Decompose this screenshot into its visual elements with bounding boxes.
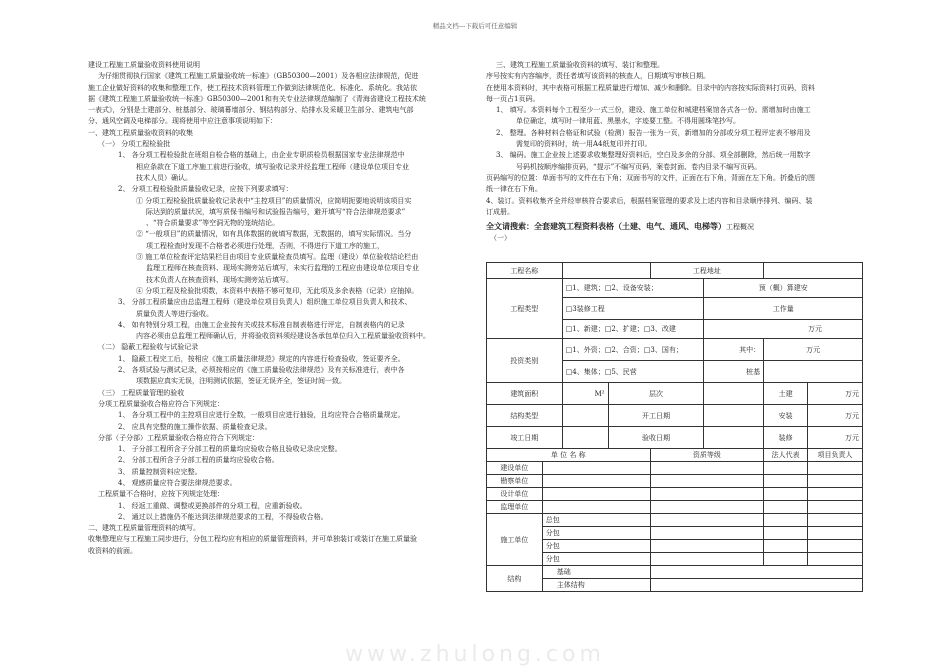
project-address-value xyxy=(764,263,863,279)
investment-opts-1: □1、外资；□2、合资；□3、国有； xyxy=(562,339,704,361)
investment-type-label: 投资类别 xyxy=(487,339,563,383)
among-label: 其中： xyxy=(704,339,764,361)
pile-label: 桩基 xyxy=(704,361,764,383)
unit-name-header: 单 位 名 称 xyxy=(487,449,651,462)
left-line: 3、 分部工程质量应由总监理工程师（建设单位项目负责人）组织施工单位项目负责人和技术、 xyxy=(118,298,412,307)
right-line: 三、建筑工程施工质量验收资料的填写、装订和整理。 xyxy=(496,61,664,69)
subcontract-label-1: 分包 xyxy=(542,527,650,540)
right-line: 号码机按顺序编排页码，“提示”不编写页码，案卷封面、卷内目录不编写页码。 xyxy=(516,162,762,171)
project-type-opts-1: □1、建筑；□2、设备安装； xyxy=(562,279,704,298)
project-name-label: 工程名称 xyxy=(487,263,563,279)
budget-label-2: 工作量 xyxy=(704,298,863,320)
right-line: 单位确定，填写时一律用蓝、黑墨水，字迹要工整。不得用圆珠笔抄写。 xyxy=(516,117,740,126)
left-line: 二、建筑工程质量管理资料的填写。 xyxy=(88,524,200,533)
left-line: 2、 通过以上措施仍不能达到法律规范要求的工程，不得验收合格。 xyxy=(118,512,328,521)
decor-label: 装修 xyxy=(764,427,808,449)
structure-type-value xyxy=(562,405,608,427)
install-unit: 万元 xyxy=(808,405,863,427)
left-line: 4、 观感质量应符合要法律规范要求。 xyxy=(118,478,237,487)
budget-label-1: 预（概）算建安 xyxy=(704,279,863,298)
left-line: 据《建筑工程施工质量验收统一标准》GB50300—2001和有关专业法律规范编制了《青海省建设工程技术统 xyxy=(88,94,426,103)
right-line: 订成册。 xyxy=(486,207,514,216)
project-type-opts-3: □1、新建；□2、扩建；□3、改建 xyxy=(562,320,704,339)
right-line: 3、 编码。施工企业按上述要求收集整理好资料后，空白及多余的分部、项全部删除，然后统一用数字 xyxy=(496,151,811,160)
left-line: 1、 经返工重做、调整或更换部件的分项工程，应重新验收。 xyxy=(118,501,307,510)
left-line: 技术负责人在核查资料、现场实测旁站后填写。 xyxy=(146,275,293,284)
right-line: 需复印的资料时，统一用A4纸复印并打印。 xyxy=(516,140,652,149)
left-line: 1、 各分项工程检验批在班组自检合格的基础上，由企业专职质检员根据国家专业法律规范中 xyxy=(118,151,405,160)
left-line: 2、 分部工程所含子分部工程的质量均应验收合格。 xyxy=(118,456,279,465)
left-line: 施工企业做好资料的收集和整理工作，使工程技术资料管理工作做到法律规范化、标准化、系统化。我站依 xyxy=(88,83,417,92)
project-overview-table xyxy=(486,262,863,592)
right-line: 页码编写的位置：单面书写的文件在右下角；双面书写的文件，正面在右下角，背面在左下角。折叠后的图 xyxy=(486,173,815,182)
left-line: 2、 各项试验与测试记录，必须按相应的《施工质量验收法律规范》及有关标准进行，表中各 xyxy=(118,366,405,375)
structure-type-label: 结构类型 xyxy=(487,405,563,427)
left-line: 收集整理应与工程施工同步进行，分包工程均应有相应的质量管理资料，并可单独装订或装订在施工质量验 xyxy=(88,535,417,544)
subcontract-label-2: 分包 xyxy=(542,540,650,553)
left-line: ① 分项工程检验批质量验收记录表中“主控项目”的质量情况，应简明扼要地说明该项目实 xyxy=(136,196,412,205)
finish-date-label: 竣工日期 xyxy=(487,427,563,449)
budget-unit: 万元 xyxy=(704,320,863,339)
project-name-value xyxy=(562,263,650,279)
project-address-label: 工程地址 xyxy=(650,263,764,279)
left-line: 1、 子分部工程所含子分部工程的质量均应验收合格且验收记录应完整。 xyxy=(118,445,342,454)
watermark: www.zhulong.com xyxy=(345,642,605,667)
pm-header: 项目负责人 xyxy=(808,449,863,462)
left-line: 监理工程师在核查资料、现场实测旁站后填写，未实行监理的工程应由建设单位项目专业 xyxy=(146,264,419,273)
left-line: 、“符合质量要求”等空洞无物的笼统结论。 xyxy=(146,219,280,228)
left-line: 分部（子分部）工程质量验收合格应符合下列规定： xyxy=(98,433,259,442)
left-line: 建设工程施工质量验收资料使用说明 xyxy=(88,61,200,69)
pile-value xyxy=(764,361,863,383)
left-line: 技术人员）确认。 xyxy=(136,173,192,182)
left-line: （二） 隐蔽工程验收与试验记录 xyxy=(98,343,199,352)
right-line: 纸一律在右下角。 xyxy=(486,185,542,194)
qualification-header: 资质等级 xyxy=(650,449,764,462)
floors-label: 层次 xyxy=(608,383,704,405)
left-line: 工程质量不合格时，应按下列规定处理： xyxy=(98,490,224,499)
surveyor-label: 勘察单位 xyxy=(487,475,543,488)
right-line: 4、装订。资料收集齐全并经审核符合要求后，根据档案管理的要求及上述内容和目录顺序排列、编码、装 xyxy=(486,196,813,205)
section-heading xyxy=(486,221,861,233)
left-line: 3、 质量控制资料应完整。 xyxy=(118,467,202,476)
left-line: 1、 隐蔽工程完工后，按相应《施工质量法律规范》规定的内容进行检查验收，签证要齐全。 xyxy=(118,354,405,363)
left-line: ② “一般项目”的质量情况，如有具体数据的就填写数据，无数据的，填写实际情况。当分 xyxy=(136,230,412,239)
left-line: 4、 如有特别分项工程，由施工企业按有关或技术标准自制表格进行评定，自制表格内的记录 xyxy=(118,320,405,329)
left-line: ③ 施工单位检查评定结果栏目由项目专业质量检查员填写。监理（建设）单位验收结论栏由 xyxy=(136,253,419,262)
subcontract-label-3: 分包 xyxy=(542,553,650,566)
left-line: 2、 分项工程检验批质量验收记录，应按下列要求填写： xyxy=(118,185,293,194)
table-caption: （一） xyxy=(490,234,511,243)
structure-label: 结构 xyxy=(487,566,543,592)
left-line: 项数据应真实无误，注明测试依据，签证无误齐全，签证时间一致。 xyxy=(136,377,346,386)
start-date-value xyxy=(704,405,764,427)
civil-unit: 万元 xyxy=(808,383,863,405)
heading-bold: 全文请搜索：全套建筑工程资料表格（土建、电气、通风、电梯等） xyxy=(486,222,726,232)
legal-rep-header: 法人代表 xyxy=(764,449,808,462)
right-line: 在使用本资料时，其中表格可根据工程质量进行增加、减少和删除。目录中的内容按实际资料打页码，资料 xyxy=(486,83,815,92)
left-line: 相应条款在下道工序施工前进行验收，填写验收记录并经监理工程师（建设单位项目专业 xyxy=(136,162,409,171)
general-contract-label: 总包 xyxy=(542,514,650,527)
civil-label: 土建 xyxy=(764,383,808,405)
floors-value xyxy=(704,383,764,405)
right-column xyxy=(486,60,861,245)
foundation-label: 基础 xyxy=(542,566,650,579)
area-unit: M² xyxy=(562,383,608,405)
left-line: ④ 分项工程及检验批项数，本资料中表格不够可复印，无此项及多余表格（记录）应抽掉。 xyxy=(136,286,419,295)
left-line: （一） 分项工程检验批 xyxy=(98,140,171,149)
start-date-label: 开工日期 xyxy=(608,405,704,427)
left-line: 1、 各分项工程中的主控项目应进行全数，一般项目应进行抽验，且均应符合合格质量规定。 xyxy=(118,411,405,420)
page-header: 精品文档---下载后可任意编辑 xyxy=(432,22,518,30)
finish-date-value xyxy=(562,427,608,449)
right-column-text xyxy=(486,60,861,218)
building-area-label: 建筑面积 xyxy=(487,383,563,405)
left-line: 内容必须由总监理工程师确认后，并将验收资料须经建设各承包单位归入工程质量验收资料中。 xyxy=(136,332,430,341)
right-line: 2、 整理。各种材料合格证和试验（检测）报告一张为一页，新增加的分部或分项工程评定表不够用及 xyxy=(496,128,811,137)
install-label: 安装 xyxy=(764,405,808,427)
investment-opts-2: □4、集体；□5、民营 xyxy=(562,361,704,383)
designer-label: 设计单位 xyxy=(487,488,543,501)
right-line: 序号按实有内容编序，责任者填写该资料的核查人，日期填写审核日期。 xyxy=(486,72,710,81)
accept-date-label: 验收日期 xyxy=(608,427,704,449)
left-line: 2、 应具有完整的施工操作依据、质量检查记录。 xyxy=(118,422,272,431)
among-unit: 万元 xyxy=(764,339,863,361)
supervisor-label: 监理单位 xyxy=(487,501,543,514)
project-type-opts-2: □3装修工程 xyxy=(562,298,704,320)
accept-date-value xyxy=(704,427,764,449)
left-line: 为仔细贯彻执行国家《建筑工程施工质量验收统一标准》（GB50300—2001）及各相应法律规范，促进 xyxy=(98,72,419,81)
left-line: 质量负责人等进行验收。 xyxy=(136,309,213,318)
left-column xyxy=(88,60,468,557)
left-line: （三） 工程质量管理的验收 xyxy=(98,388,185,397)
left-line: 收资料的前面。 xyxy=(88,546,137,555)
left-line: 际达到的质量状况，填写质保书编号和试验报告编号，避开填写“符合法律规范要求” xyxy=(146,207,406,216)
left-line: 一、建筑工程质量验收资料的收集 xyxy=(88,128,193,137)
left-line: 分、通风空调及电梯部分。现将使用中应注意事项说明如下： xyxy=(88,117,277,126)
heading-tail: 工程概况 xyxy=(726,223,754,232)
left-line: 项工程检查时发现不合格者必须进行处理，否则，不得进行下道工序的施工， xyxy=(146,241,384,250)
builder-label: 建设单位 xyxy=(487,462,543,475)
project-type-label: 工程类型 xyxy=(487,279,563,339)
left-line: 分项工程质量验收合格应符合下列规定： xyxy=(98,399,224,408)
contractor-label: 施工单位 xyxy=(487,514,543,566)
decor-unit: 万元 xyxy=(808,427,863,449)
right-line: 每一页占1页码。 xyxy=(486,94,540,103)
main-structure-label: 主体结构 xyxy=(542,579,650,592)
left-line: 一表式》，分别是土建部分、桩基部分、玻璃幕墙部分、钢结构部分、给排水及采暖卫生部分、建筑电气部 xyxy=(88,106,414,115)
right-line: 1、 填写。本资料每个工程至少一式三份，建设、施工单位和城建档案馆各式各一份。需增加时由施工 xyxy=(496,106,811,115)
